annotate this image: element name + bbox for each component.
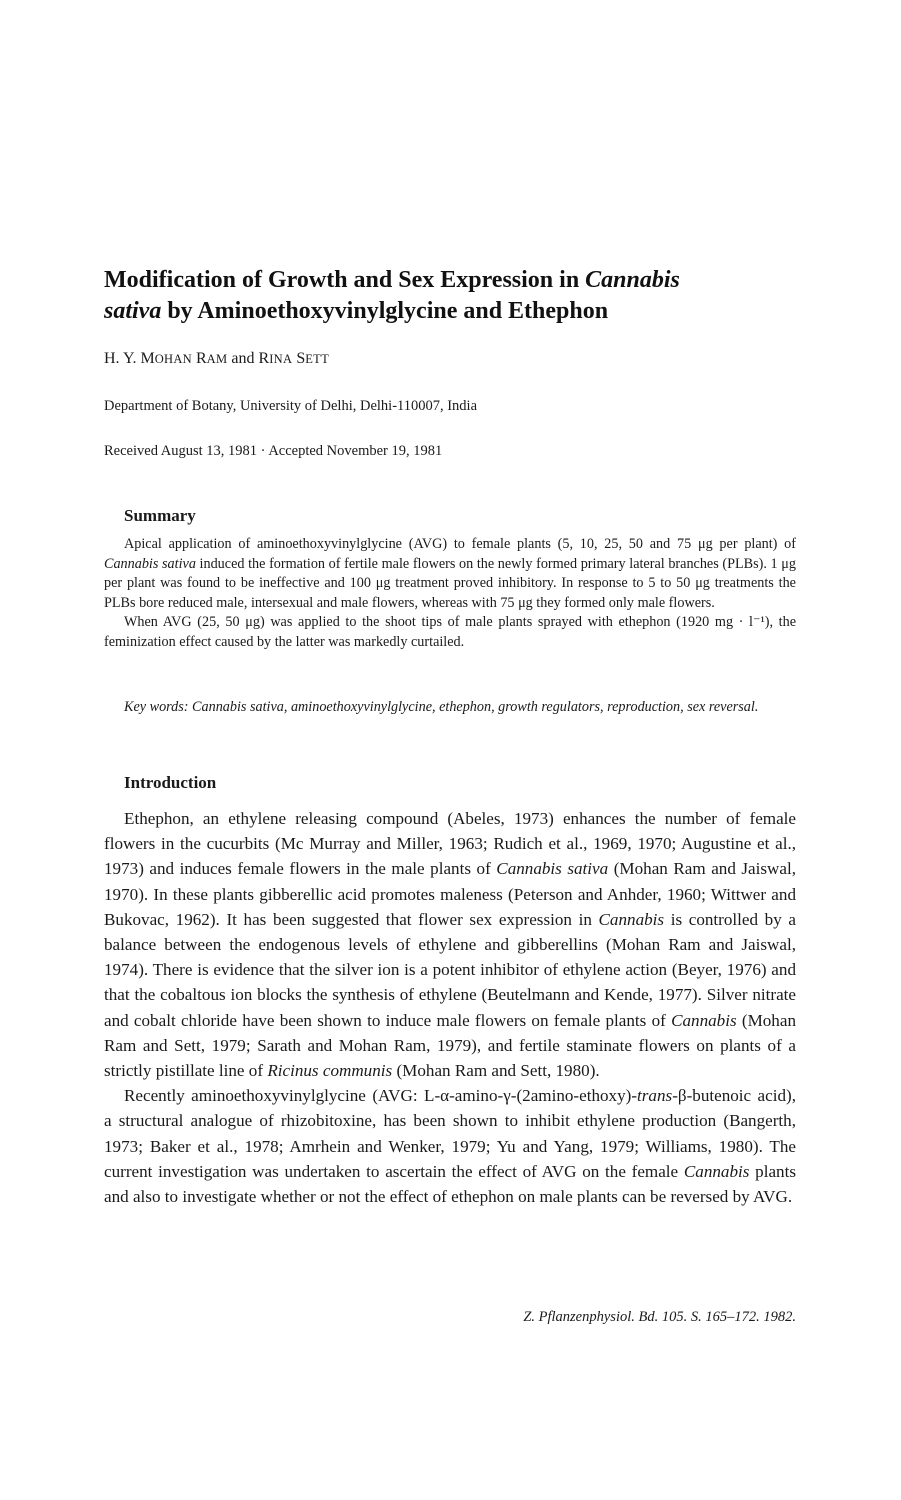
summary-heading: Summary	[124, 506, 196, 525]
received-dates: Received August 13, 1981 · Accepted November 19, 1981	[104, 443, 443, 459]
summary-text	[104, 535, 796, 653]
introduction-text	[104, 806, 796, 1209]
introduction-paragraph: Recently aminoethoxyvinylglycine (AVG: L-α-amino-γ-(2amino-ethoxy)-trans-β-butenoic acid), a structural analogue of rhizobitoxine, has been shown to inhibit ethylene production (Bangerth, 1973; Baker et al., 1978; Amrhein and Wenker, 1979; Yu and Yang, 1979; Williams, 1980). The current investigation was undertaken to ascertain the effect of AVG on the female Cannabis plants and also to investigate whether or not the effect of ethephon on male plants can be reversed by AVG.	[104, 1086, 797, 1207]
summary-paragraph: When AVG (25, 50 μg) was applied to the shoot tips of male plants sprayed with ethephon (1920 mg · l⁻¹), the feminization effect caused by the latter was markedly curtailed.	[104, 614, 796, 650]
affiliation: Department of Botany, University of Delhi, Delhi-110007, India	[104, 398, 478, 414]
journal-citation: Z. Pflanzenphysiol. Bd. 105. S. 165–172. 1982.	[523, 1309, 796, 1325]
paper-title: Modification of Growth and Sex Expression in Cannabis sativa by Aminoethoxyvinylglycine and Ethephon	[104, 267, 680, 324]
author-line: H. Y. MOHAN RAM and RINA SETT	[104, 350, 330, 367]
keywords: Key words: Cannabis sativa, aminoethoxyvinylglycine, ethephon, growth regulators, reproduction, sex reversal.	[124, 699, 759, 715]
summary-paragraph: Apical application of aminoethoxyvinylglycine (AVG) to female plants (5, 10, 25, 50 and 75 μg per plant) of Cannabis sativa induced the formation of fertile male flowers on the newly formed primary lateral branches (PLBs). 1 μg per plant was found to be ineffective and 100 μg treatment proved inhibitory. In response to 5 to 50 μg treatments the PLBs bore reduced male, intersexual and male flowers, whereas with 75 μg they formed only male flowers.	[104, 536, 796, 611]
introduction-paragraph: Ethephon, an ethylene releasing compound (Abeles, 1973) enhances the number of female flowers in the cucurbits (Mc Murray and Miller, 1963; Rudich et al., 1969, 1970; Augustine et al., 1973) and induces female flowers in the male plants of Cannabis sativa (Mohan Ram and Jaiswal, 1970). In these plants gibberellic acid promotes maleness (Peterson and Anhder, 1960; Wittwer and Bukovac, 1962). It has been suggested that flower sex expression in Cannabis is controlled by a balance between the endogenous levels of ethylene and gibberellins (Mohan Ram and Jaiswal, 1974). There is evidence that the silver ion is a potent inhibitor of ethylene action (Beyer, 1976) and that the cobaltous ion blocks the synthesis of ethylene (Beutelmann and Kende, 1977). Silver nitrate and cobalt chloride have been shown to induce male flowers on female plants of Cannabis (Mohan Ram and Sett, 1979; Sarath and Mohan Ram, 1979), and fertile staminate flowers on plants of a strictly pistillate line of Ricinus communis (Mohan Ram and Sett, 1980).	[104, 809, 797, 1081]
introduction-heading: Introduction	[124, 773, 217, 792]
